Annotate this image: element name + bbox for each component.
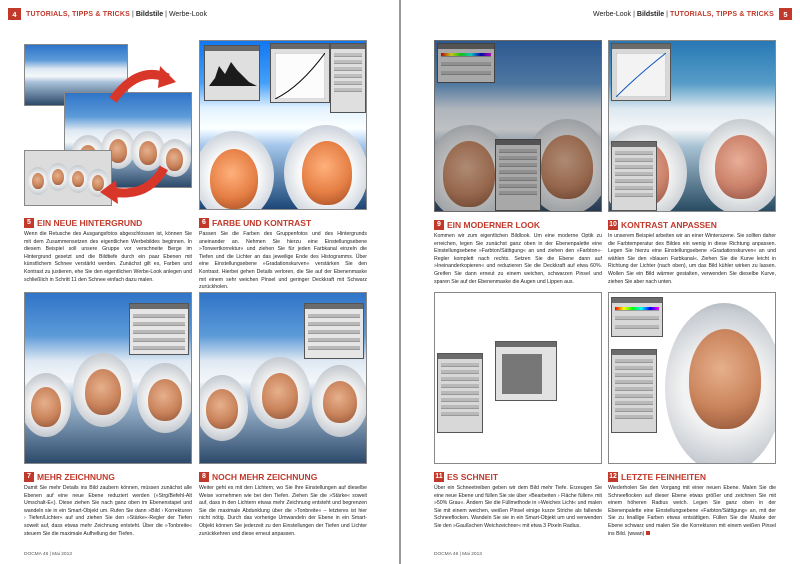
page-number: 5	[779, 8, 792, 20]
layers-panel	[611, 141, 657, 211]
header-topic: Werbe-Look	[593, 10, 632, 18]
curves-panel	[270, 43, 330, 103]
step-text-body: Wiederholen Sie den Vorgang mit einer neuen Ebene. Malen Sie die Schneeflocken auf dieser Ebene etwas größer und zeichnen Sie mit einem höheren Radius weich. Legen Sie ganz oben in der Ebenenpalette eine Einstellungsebene »Farbton/Sättigung« an, mit der Sie zu knallige Farben etwas entsättigen. Füllen Sie die Maske der Ebene schwarz und malen Sie die Korrekturen mit einem weißen Pinsel ins Bild. (wwan)	[608, 485, 776, 537]
step-7-image	[24, 292, 192, 464]
step-title: ES SCHNEIT	[447, 471, 499, 482]
levels-panel	[204, 45, 260, 101]
step-text: Passen Sie die Farben des Gruppenfotos und des Hintergrunds aneinander an. Nehmen Sie hierzu eine Einstellungsebene »Tonwertkorrektur« und ziehen Sie für jeden Farbkanal einzeln die Tiefen und die Lichter an das jeweilige Ende des Histogramms. Über eine Einstellungsebene »Gradationskurven« verstärken Sie den Kontrast. Hierbei gehen Details verloren, die Sie auf der Ebenenmaske mit einem sehr weichen Pinsel und geringer Deckkraft mit Schwarz zurückholen.	[199, 231, 367, 291]
header-topic: Werbe-Look	[168, 10, 207, 18]
header-separator: |	[132, 10, 134, 18]
step-text	[608, 485, 776, 538]
step-number: 6	[199, 218, 209, 228]
step-12-image	[608, 292, 776, 464]
step-heading	[199, 217, 367, 228]
step-heading	[24, 217, 192, 228]
layers-panel	[611, 349, 657, 433]
right-page	[401, 0, 800, 564]
step-9-caption	[434, 219, 602, 286]
page-number: 4	[8, 8, 21, 20]
step-8-caption	[199, 471, 367, 538]
step-number: 12	[609, 473, 617, 480]
step-heading	[608, 471, 776, 482]
layers-panel	[495, 139, 541, 211]
shadows-highlights-dialog	[304, 303, 364, 359]
step-title: EIN NEUE HINTERGRUND	[37, 217, 143, 228]
step-title: LETZTE FEINHEITEN	[621, 471, 706, 482]
header-separator: |	[633, 10, 635, 18]
step-number: 8	[199, 472, 209, 482]
step-number: 11	[435, 473, 443, 480]
step-title: NOCH MEHR ZEICHNUNG	[212, 471, 318, 482]
step-10-caption	[608, 219, 776, 286]
curves-panel	[611, 43, 671, 101]
header-section: TUTORIALS, TIPPS & TRICKS	[26, 10, 131, 18]
step-text: In unserem Beispiel arbeiten wir an einer Winterszene. Sie sollten daher die Farbtemperatur des Bildes ein wenig in diese Richtung anpassen. Legen Sie hierzu eine Einstellungsebene »Gradationskurven« an und wählen Sie den »blauen Farbkanal«. Ziehen Sie die Kurve leicht in Richtung der Lichter (nach oben), um das Bild kühler wirken zu lassen. Wollen Sie ein Bild wärmer gestalten, verwenden Sie dieselbe Kurve, ziehen Sie aber nach unten.	[608, 233, 776, 285]
step-title: MEHR ZEICHNUNG	[37, 471, 115, 482]
step-text: Wenn die Retusche des Ausgangsfotos abgeschlossen ist, können Sie mit dem Zusammensetzen des eigentlichen Werbebildes beginnen. In diesem Beispiel soll unsere Gruppe vor verschneite Berge im Hintergrund gesetzt und die Bildtiefe durch ein paar Ebenen mit künstlichem Schnee verstärkt werden. Zunächst gilt es, Farben und Kontrast zu justieren, ehe Sie den eigentlichen Werbe-Look anlegen und schließlich in Schritt 11 den Schnee einfach dazu malen.	[24, 231, 192, 283]
header-category: Bildstile	[636, 10, 665, 18]
step-6-image	[199, 40, 367, 210]
step-heading	[199, 471, 367, 482]
header-separator: |	[666, 10, 668, 18]
header-separator: |	[165, 10, 167, 18]
header-category: Bildstile	[135, 10, 164, 18]
step-text: Über ein Schneetreiben geben wir dem Bild mehr Tiefe. Erzeugen Sie eine neue Ebene und füllen Sie sie über »Bearbeiten › Fläche füllen« mit »50% Grau«. Ändern Sie die Füllmethode in »Weiches Licht« und malen Sie mit einem weichen, weißen Pinsel einige kurze Striche als fallende Schneeflocken. Wandeln Sie sie in ein Smart-Objekt um und verwenden Sie den »Gaußschen Weichzeichner« mit etwa 3 Pixeln Radius.	[434, 485, 602, 529]
fill-dialog	[495, 341, 557, 401]
step-12-caption	[608, 471, 776, 538]
step-9-image	[434, 40, 602, 212]
step-number: 7	[24, 472, 34, 482]
step-5-caption	[24, 217, 192, 284]
step-heading	[434, 471, 602, 482]
step-heading	[24, 471, 192, 482]
step-title: FARBE UND KONTRAST	[212, 217, 312, 228]
hue-saturation-panel	[611, 297, 663, 337]
step-text: Weiter geht es mit den Lichtern, wo Sie Ihre Einstellungen auf dieselbe Weise vornehmen wie bei den Tiefen. Ziehen Sie die »Stärke« soweit auf, dass in den Lichtern etwas mehr Zeichnung entsteht und begrenzen Sie die maximale Abdunklung über die »Tonbreite« – letzteres ist hier nicht nötig. Durch das vorherige Umwandeln der Ebene in ein Smart-Objekt können Sie jederzeit zu den Einstellungen der Tiefen und Lichter zurückkehren und diese erneut anpassen.	[199, 485, 367, 537]
red-arrow-icon	[98, 158, 168, 206]
right-page-header	[593, 8, 792, 20]
header-section: TUTORIALS, TIPPS & TRICKS	[669, 10, 774, 18]
left-page-header	[8, 8, 207, 20]
right-page-footer: DOCMA 46 | Mai 2013	[434, 552, 482, 557]
layers-panel	[330, 43, 366, 113]
step-5-image	[24, 40, 192, 210]
left-page	[0, 0, 399, 564]
step-7-caption	[24, 471, 192, 538]
red-arrow-icon	[108, 60, 178, 110]
step-title: KONTRAST ANPASSEN	[621, 219, 717, 230]
step-heading	[608, 219, 776, 230]
end-mark-icon	[646, 531, 650, 535]
step-number: 9	[434, 220, 444, 230]
step-title: EIN MODERNER LOOK	[447, 219, 541, 230]
step-11-caption	[434, 471, 602, 531]
step-10-image	[608, 40, 776, 212]
step-text: Kommen wir zum eigentlichen Bildlook. Um eine moderne Optik zu erreichen, legen Sie zunächst ganz oben in der Ebenenpalette eine Einstellungsebene »Farbton/Sättigung« an und ziehen den »Farbton«-Regler komplett nach rechts. Setzen Sie die Ebene dann auf »Ineinanderkopieren« und reduzieren Sie die Deckkraft auf etwa 60%. Greifen Sie dann erneut zu einem weichen, schwarzen Pinsel und sparen Sie auf der Ebenenmaske die Augen und Lippen aus.	[434, 233, 602, 285]
layers-panel	[437, 353, 483, 433]
step-text: Damit Sie mehr Details ins Bild zaubern können, müssen zunächst alle Ebenen auf eine neue Ebene reduziert werden (»Strg/Befehl-Alt Umschalt-E«). Diese ziehen Sie nach ganz oben im Ebenenstapel und wandeln sie in ein Smart-Objekt um. Rufen Sie dann »Bild › Korrekturen › Tiefen/Lichter« auf und ziehen Sie den »Stärke«-Regler der Tiefen soweit auf, dass etwas mehr Zeichnung entsteht. Über die »Tonbreite« steuern Sie die maximale Aufhellung der Tiefen.	[24, 485, 192, 537]
left-page-footer: DOCMA 46 | Mai 2013	[24, 552, 72, 557]
step-number: 5	[24, 218, 34, 228]
step-11-image	[434, 292, 602, 464]
shadows-highlights-dialog	[129, 303, 189, 355]
step-8-image	[199, 292, 367, 464]
step-number: 10	[609, 221, 617, 228]
step-6-caption	[199, 217, 367, 292]
hue-saturation-panel	[437, 43, 495, 83]
step-heading	[434, 219, 602, 230]
